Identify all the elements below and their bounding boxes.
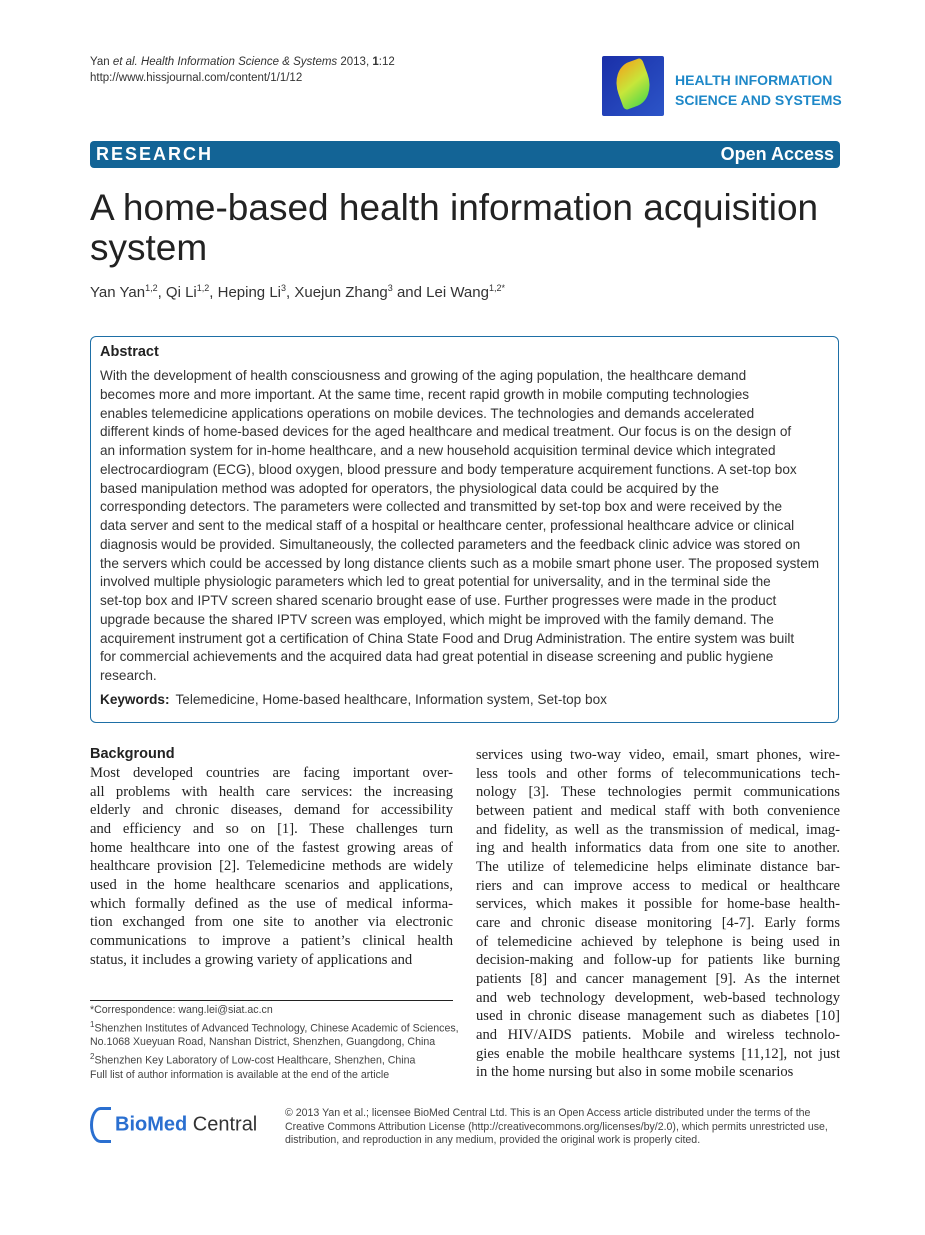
text-line: The utilize of telemedicine helps eliminate distance bar- [476,858,840,875]
footnote-divider [90,1000,453,1001]
author: , Heping Li [209,284,281,301]
author-affiliation-sup: 3 [387,283,393,293]
footnotes [90,1004,459,1083]
keywords-list: Telemedicine, Home-based healthcare, Information system, Set-top box [175,692,607,707]
text-line: corresponding detectors. The parameters were collected and transmitted by set-top box and were received by the [100,499,783,515]
bmc-arc-icon [90,1107,111,1143]
journal-name-line1: HEALTH INFORMATION [675,72,833,88]
aff-sup: 2 [90,1052,95,1062]
bmc-bio: BioMed [115,1113,188,1136]
text-line: and HIV/AIDS patients. Mobile and wireless technolo- [476,1026,840,1043]
cite-year: 2013, [337,56,373,68]
correspondence-note: *Correspondence: wang.lei@siat.ac.cn [90,1004,273,1016]
cite-journal: Health Information Science & Systems [137,56,338,68]
text-line: data server and sent to the medical staff of a hospital or healthcare center, professional healthcare advice or clinical [100,518,795,533]
text-line: care and chronic disease monitoring [4-7]. Early forms [476,914,840,931]
section-heading-background: Background [90,746,175,762]
journal-logo-icon [602,56,664,116]
aff-text: Shenzhen Institutes of Advanced Technology, Chinese Academic of Sciences, [94,1022,459,1035]
bmc-central: Central [192,1113,258,1136]
text-line: elderly and chronic diseases, demand for accessibility [90,802,453,819]
text-line: used in the home healthcare scenarios and applications, [90,876,453,893]
author-affiliation-sup: 3 [281,283,287,293]
text-line: ing and health informatics data from one site to another. [476,840,840,857]
text-line: acquirement instrument got a certification of China State Food and Drug Administration. The entire system was built [100,630,795,646]
author-affiliation-sup: 1,2* [488,283,505,293]
text-line: between patient and medical staff with both convenience [476,802,840,819]
abstract-heading: Abstract [100,344,159,360]
text-line: research. [100,668,157,683]
text-line: tion exchanged from one site to another via electronic [90,914,453,931]
text-line: gies enable the mobile healthcare systems [11,12], not just [476,1045,840,1062]
text-line: Most developed countries are facing important over- [90,765,453,781]
author-list [90,283,505,301]
text-line: enables telemedicine applications operations on mobile devices. The technologies and demands accelerated [100,405,755,421]
full-list-note: Full list of author information is available at the end of the article [90,1068,390,1081]
text-line: healthcare provision [2]. Telemedicine methods are widely [90,858,453,875]
cite-authors: Yan [90,56,113,68]
citation-header [90,54,395,86]
author-affiliation-sup: 1,2 [145,283,158,293]
text-line: becomes more and more important. At the same time, recent rapid growth in mobile computing technologies [100,386,750,402]
text-line: upgrade because the shared IPTV screen was employed, which might be improved with the family demand. The [100,611,774,627]
text-line: services using two-way video, email, smart phones, wire- [476,747,840,763]
license-text: © 2013 Yan et al.; licensee BioMed Central Ltd. This is an Open Access article distributed under the terms of the Creative Commons Attribution License (http://creativecommons.org/licenses/by/2.0), which permits unrestricted use, distribution, and reproduction in any medium, provided the original work is properly cited. [285,1107,828,1146]
aff-text: Shenzhen Key Laboratory of Low-cost Healthcare, Shenzhen, China [94,1054,416,1067]
text-line: different kinds of home-based devices for the aged healthcare and medical treatment. Our focus is on the design of [100,424,792,440]
affiliation-1-address: No.1068 Xueyuan Road, Nanshan District, Shenzhen, Guangdong, China [90,1036,436,1049]
text-line: and efficiency and so on [1]. These challenges turn [90,820,453,837]
text-line: which formally defined as the use of medical informa- [90,895,453,912]
text-line: services, which makes it possible for home-base health- [476,896,840,913]
abstract-box [90,336,839,723]
author: , Xuejun Zhang [286,284,388,301]
text-line: home healthcare into one of the fastest growing areas of [90,839,453,856]
text-line: electrocardiogram (ECG), blood oxygen, blood pressure and body temperature acquirement functions. A set-top box [100,461,797,477]
text-line: and web technology development, web-based technology [476,989,840,1006]
affiliation-2 [90,1050,459,1068]
text-line: status, it includes a growing variety of applications and [90,951,413,968]
text-line: less tools and other forms of telecommunications tech- [476,765,840,782]
text-line: With the development of health consciousness and growing of the aging population, the healthcare demand [100,368,747,383]
cite-etal: et al. [112,56,138,68]
text-line: in the home nursing but also in some mobile scenarios [476,1064,794,1081]
text-line: based manipulation method was adopted for operators, the physiological data could be acquired by the [100,480,719,496]
article-type-banner [90,141,840,168]
text-line: decision-making and follow-up for patients like burning [476,952,840,969]
author: Yan Yan [90,284,146,301]
cite-volume: 1 [372,56,379,68]
article-url[interactable]: http://www.hissjournal.com/content/1/1/12 [90,72,303,84]
open-access-label: Open Access [720,144,834,164]
affiliation-1 [90,1018,459,1036]
text-line: an information system for in-home healthcare, and a new household acquisition terminal device which integrated [100,443,776,458]
text-line: the servers which could be accessed by long distance clients such as a mobile smart phone user. The proposed system [100,555,820,571]
keywords [100,692,607,707]
text-line: all problems with health care services: the increasing [90,783,453,800]
text-line: communications to improve a patient’s clinical health [90,932,453,949]
text-line: diagnosis would be provided. Simultaneously, the collected parameters and the feedback clinic advice was stored on [100,536,801,552]
paper-title: A home-based health information acquisition system [90,187,819,268]
author: and Lei Wang [392,284,489,301]
text-line: used in chronic disease management such as diabetes [10] [476,1008,840,1025]
author-affiliation-sup: 1,2 [196,283,210,293]
text-line: nology [3]. These technologies permit communications [476,784,840,801]
text-line: patients [8] and cancer management [9]. As the internet [476,970,840,987]
text-line: and fidelity, as well as the transmission of medical, imag- [476,821,840,838]
keywords-label: Keywords: [100,692,170,707]
article-type: RESEARCH [96,144,214,164]
journal-name [675,70,842,110]
abstract-text [100,367,819,686]
text-line: for commercial achievements and the acquired data had great potential in disease screening and public hygiene [100,649,774,665]
author: , Qi Li [157,284,197,301]
journal-name-line2: SCIENCE AND SYSTEMS [675,92,842,108]
body-column-left [90,764,453,969]
text-line: riers and can improve access to medical or healthcare [476,877,840,894]
body-column-right [476,746,840,1082]
cite-page: :12 [378,56,395,68]
text-line: of telemedicine achieved by telephone is being used in [476,933,840,950]
aff-sup: 1 [90,1019,95,1029]
text-line: involved multiple physiologic parameters which led to great potential for universality, and in the terminal side the [100,574,771,590]
biomed-central-logo [90,1107,257,1143]
text-line: set-top box and IPTV screen shared scenario brought ease of use. Further progresses were made in the product [100,593,777,608]
